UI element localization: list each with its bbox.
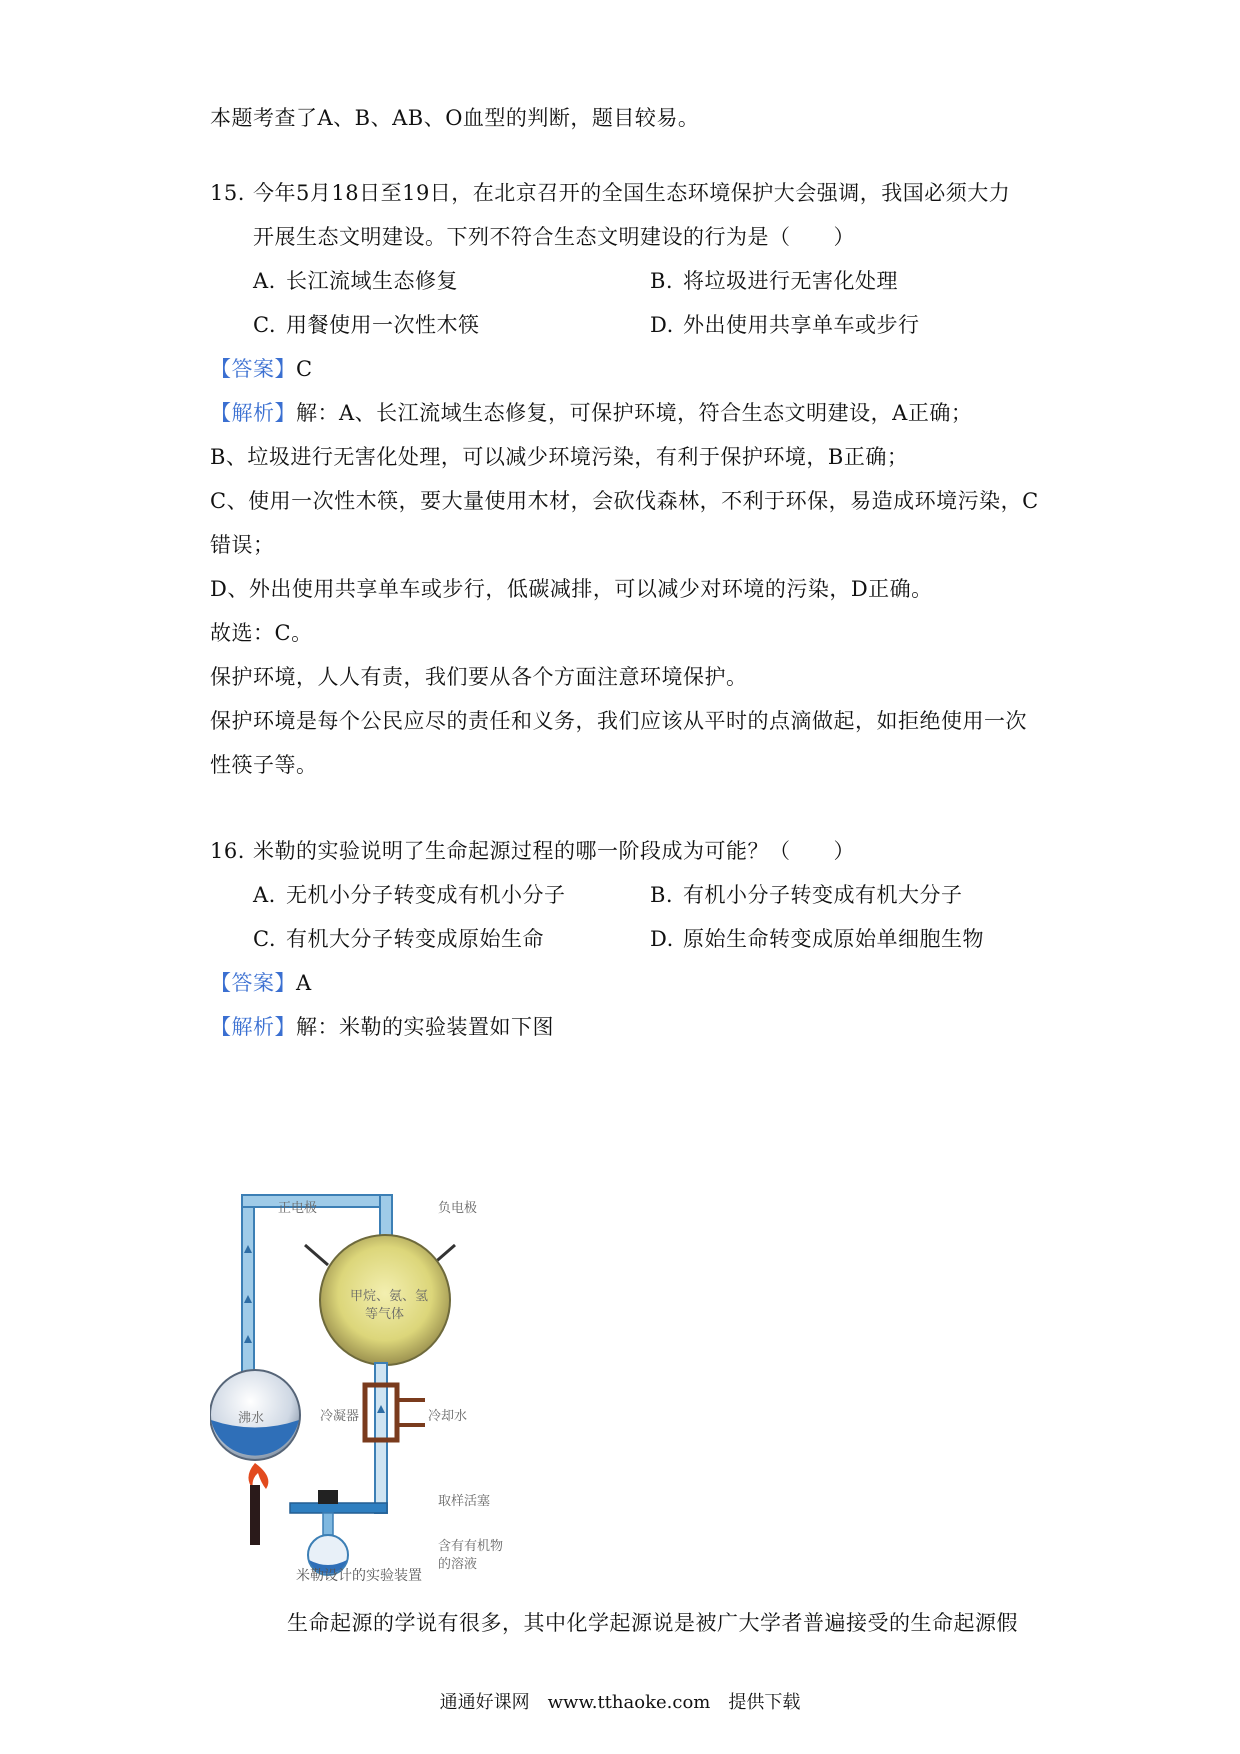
cooling-water-label: 冷却水 [428,1409,468,1424]
option-text: 原始生命转变成原始单细胞生物 [683,927,984,951]
text-line: 保护环境，人人有责，我们要从各个方面注意环境保护。 [210,665,748,689]
question-15-stem-cont: 开展生态文明建设。下列不符合生态文明建设的行为是（ ） [253,225,855,249]
condenser-label: 冷凝器 [320,1409,360,1424]
option-b [650,266,898,296]
bottom-tube [290,1503,387,1513]
text-line: C、使用一次性木筷，要大量使用木材，会砍伐森林，不利于环保，易造成环境污染，C [210,489,1039,513]
option-text: 有机小分子转变成有机大分子 [683,883,963,907]
option-text: 有机大分子转变成原始生命 [286,927,544,951]
analysis-text: 解：A、长江流域生态修复，可保护环境，符合生态文明建设，A正确； [296,401,973,425]
question-text: 米勒的实验说明了生命起源过程的哪一阶段成为可能？（ ） [253,839,855,863]
question-number: 15. [210,181,245,205]
option-b [650,880,963,910]
figure-caption: 米勒设计的实验装置 [296,1568,422,1584]
question-15-stem [210,178,1010,208]
option-text: 外出使用共享单车或步行 [683,313,920,337]
positive-electrode-icon [305,1245,328,1265]
option-text: 将垃圾进行无害化处理 [683,269,898,293]
option-d [650,924,984,954]
question-number: 16. [210,839,245,863]
text-line: 错误； [210,533,275,557]
page-footer: 通通好课网 www.tthaoke.com 提供下载 [439,1692,801,1713]
valve-stem [323,1513,333,1535]
option-c [253,924,544,954]
organic-solution-label: 的溶液 [438,1557,478,1572]
answer-tag: 【答案】 [210,357,296,381]
option-c [253,310,480,340]
answer-line [210,354,313,384]
text-line: 本题考查了A、B、AB、O血型的判断，题目较易。 [210,106,700,130]
option-a [253,266,458,296]
answer-value: A [296,971,312,995]
text-line: 性筷子等。 [210,753,318,777]
option-letter: C. [253,927,276,951]
option-letter: B. [650,269,674,293]
sampling-valve-icon [318,1490,338,1504]
positive-electrode-label: 正电极 [278,1201,318,1216]
option-text: 无机小分子转变成有机小分子 [286,883,566,907]
organic-solution-label: 含有有机物 [438,1539,504,1554]
miller-apparatus-figure [210,1185,540,1605]
analysis-line [210,398,972,428]
negative-electrode-label: 负电极 [438,1201,478,1216]
analysis-line [210,1012,554,1042]
sampling-valve-label: 取样活塞 [438,1494,491,1509]
burner-stand [250,1485,260,1545]
answer-tag: 【答案】 [210,971,296,995]
text-line: 生命起源的学说有很多，其中化学起源说是被广大学者普遍接受的生命起源假 [287,1611,1018,1635]
analysis-tag: 【解析】 [210,401,296,425]
option-letter: B. [650,883,674,907]
option-text: 用餐使用一次性木筷 [286,313,480,337]
text-line: 故选：C。 [210,621,313,645]
option-a [253,880,566,910]
answer-value: C [296,357,313,381]
option-letter: C. [253,313,276,337]
answer-line [210,968,312,998]
analysis-text: 解：米勒的实验装置如下图 [296,1015,554,1039]
option-text: 长江流域生态修复 [286,269,458,293]
text-line: D、外出使用共享单车或步行，低碳减排，可以减少对环境的污染，D正确。 [210,577,933,601]
option-letter: A. [253,883,276,907]
question-text: 今年5月18日至19日，在北京召开的全国生态环境保护大会强调，我国必须大力 [253,181,1011,205]
text-line: B、垃圾进行无害化处理，可以减少环境污染，有利于保护环境，B正确； [210,445,909,469]
option-letter: A. [253,269,276,293]
text-line: 保护环境是每个公民应尽的责任和义务，我们应该从平时的点滴做起，如拒绝使用一次 [210,709,1027,733]
analysis-tag: 【解析】 [210,1015,296,1039]
left-tube [242,1195,254,1380]
gas-label: 甲烷、氨、氢 [350,1289,429,1304]
gas-label: 等气体 [365,1307,405,1322]
boiling-water-label: 沸水 [238,1411,265,1426]
option-letter: D. [650,313,674,337]
option-d [650,310,920,340]
option-letter: D. [650,927,674,951]
question-16-stem [210,836,855,866]
